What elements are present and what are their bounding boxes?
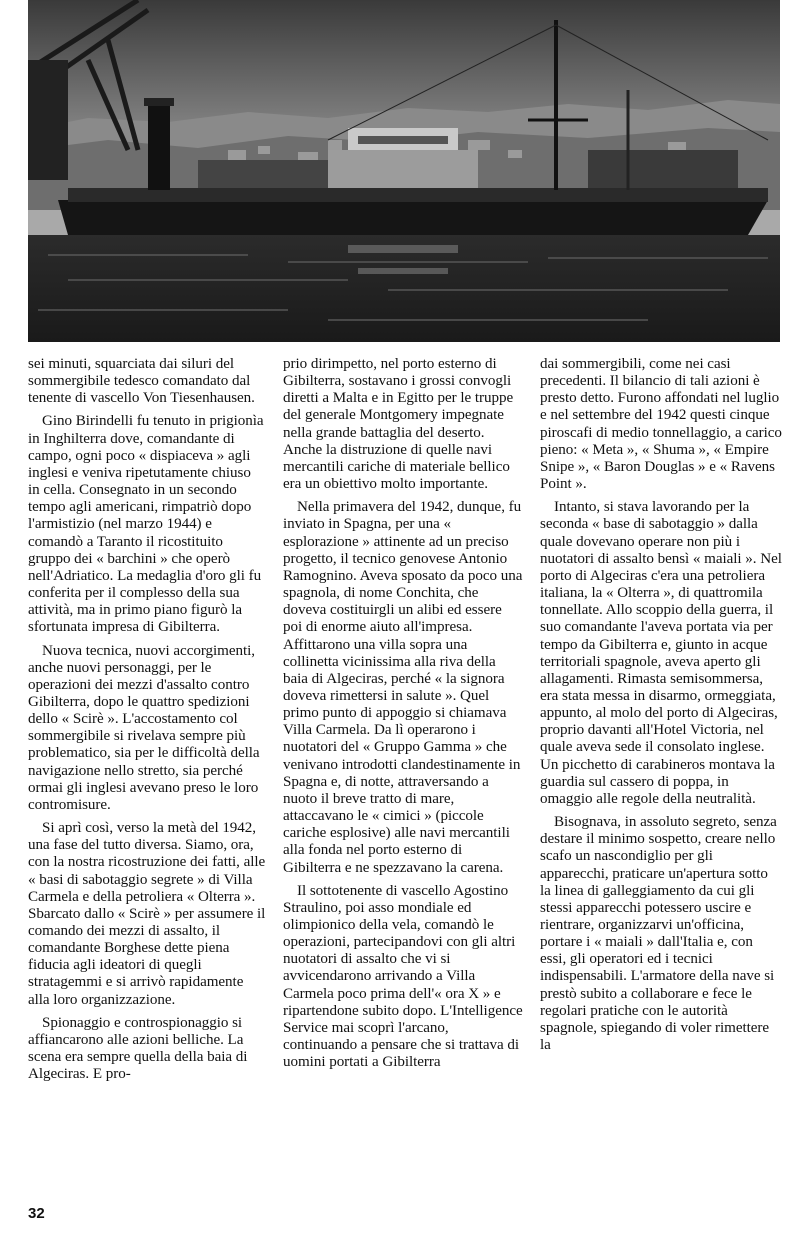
text-column-2 xyxy=(283,356,523,1077)
paragraph: Bisognava, in assoluto segreto, senza destare il minimo sospetto, creare nello scafo un nascondiglio per gli apparecchi, praticare un'apertura sotto la linea di galleggiamento da cui gli stessi apparecchi potessero uscire e rientrare, organizzarvi un'officina, portare i « maiali » dall'Italia e, con essi, gli operatori ed i tecnici indispensabili. L'armatore della nave si prestò subito a collaborare e fece le regolari pratiche con le autorità spagnole, spiegando di voler rimettere la xyxy=(540,814,777,1054)
paragraph: Nuova tecnica, nuovi accorgimenti, anche nuovi personaggi, per le operazioni dei mezzi d'assalto contro Gibilterra, dopo le quattro spedizioni dello « Scirè ». L'accostamento col sommergibile si rivelava sempre più problematico, sia per le difficoltà della navigazione nello stretto, sia perché ormai gli inglesi avevano preso le loro contromisure. xyxy=(28,642,260,813)
paragraph: Nella primavera del 1942, dunque, fu inviato in Spagna, per una « esplorazione » attinente ad un preciso progetto, il tecnico genovese Antonio Ramognino. Aveva sposato da poco una spagnola, di nome Conchita, che doveva costituirgli un alibi ed essere poi di enorme aiuto all'impresa. Affittarono una villa sopra una collinetta vicinissima alla riva della baia di Algeciras, perché « la signora doveva rimettersi in salute ». Quel primo punto di appoggio si chiamava Villa Carmela. Da lì operarono i nuotatori del « Gruppo Gamma » che venivano introdotti clandestinamente in Spagna e, di notte, attraversando a nuoto il breve tratto di mare, attaccavano le « cimici » (piccole cariche esplosive) alle navi mercantili alla fonda nel porto esterno di Gibilterra e ne spezzavano la carena. xyxy=(283,499,523,876)
paragraph: prio dirimpetto, nel porto esterno di Gibilterra, sostavano i grossi convogli diretti a Malta e in Egitto per le truppe del generale Montgomery impegnate nella grande battaglia del deserto. Anche la distruzione di quelle navi mercantili cariche di materiale bellico era un obiettivo molto importante. xyxy=(283,356,514,493)
page-number: 32 xyxy=(28,1205,45,1222)
paragraph: Intanto, si stava lavorando per la seconda « base di sabotaggio » dalla quale dovevano operare non più i nuotatori di assalto bensì « maiali ». Nel porto di Algeciras c'era una petroliera italiana, la « Olterra », di quattromila tonnellate. Allo scoppio della guerra, il suo comandante l'aveva portata via per tempo da Gibilterra e, giunto in acque territoriali spagnole, aveva aperto gli allagamenti. Rimasta semisommersa, era stata messa in disarmo, ormeggiata, appunto, al molo del porto di Algeciras, proprio davanti all'Hotel Victoria, nel quale aveva sede il consolato inglese. Un picchetto di carabineros montava la guardia sul cassero di poppa, in omaggio alle regole della neutralità. xyxy=(540,499,782,807)
paragraph: Il sottotenente di vascello Agostino Straulino, poi asso mondiale ed olimpionico della vela, comandò le operazioni, partecipandovi con gli altri nuotatori di assalto che vi si avvicendarono arrivando a Villa Carmela poco prima dell'« ora X » e ripartendone subito dopo. L'Intelligence Service mai scoprì l'arcano, continuando a pensare che si trattava di uomini portati a Gibilterra xyxy=(283,882,523,1071)
paragraph: Spionaggio e controspionaggio si affiancarono alle azioni belliche. La scena era sempre quella della baia di Algeciras. E pro- xyxy=(28,1014,248,1083)
paragraph: Gino Birindelli fu tenuto in prigionìa in Inghilterra dove, comandante di campo, ogni poco « dispiaceva » agli inglesi e veniva ripetutamente chiuso in cella. Consegnato in un secondo tempo agli americani, rimpatriò dopo l'armistizio (nel marzo 1944) e comandò a Taranto il ricostituito gruppo dei « barchini » che operò nell'Adriatico. La medaglia d'oro gli fu conferita per il complesso della sua attività, ma in primo piano figurò la sfortunata impresa di Gibilterra. xyxy=(28,413,264,636)
paragraph: dai sommergibili, come nei casi precedenti. Il bilancio di tali azioni è presto detto. Furono affondati nel luglio e nel settembre del 1942 questi cinque piroscafi di medio tonnellaggio, a carico pieno: « Meta », « Shuma », « Empire Snipe », « Baron Douglas » e « Ravens Point ». xyxy=(540,356,782,493)
text-column-1 xyxy=(28,356,266,1089)
paragraph: Si aprì così, verso la metà del 1942, una fase del tutto diversa. Siamo, ora, con la nostra ricostruzione dei fatti, alle « basi di sabotaggio segrete » di Villa Carmela e della petroliera « Olterra ». Sbarcato dallo « Scirè » per assumere il comando dei mezzi di assalto, il comandante Borghese dette piena fiducia agli ideatori di quegli stratagemmi e si arrivò rapidamente alla loro organizzazione. xyxy=(28,820,266,1008)
text-column-3 xyxy=(540,356,782,1060)
paragraph: sei minuti, squarciata dai siluri del sommergibile tedesco comandato dal tenente di vascello Von Tiesenhausen. xyxy=(28,356,255,407)
harbor-photograph xyxy=(28,0,780,342)
tanker-ship-image xyxy=(28,0,780,342)
